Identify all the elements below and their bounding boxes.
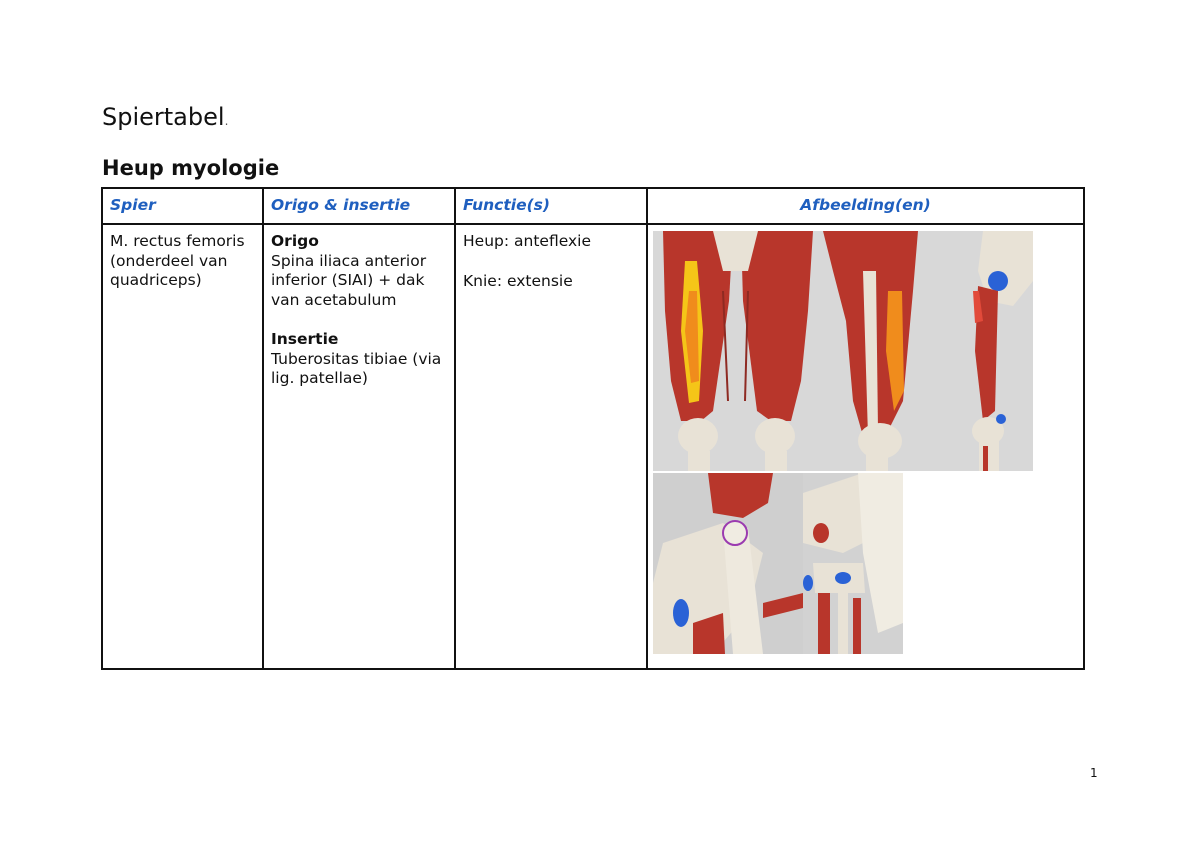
page-number: 1 bbox=[1090, 766, 1098, 780]
cell-afbeeldingen bbox=[647, 224, 1084, 669]
origo-label: Origo bbox=[271, 232, 319, 250]
anatomy-image-hip-closeup bbox=[653, 473, 803, 654]
table-row bbox=[102, 224, 1084, 669]
header-spier: Spier bbox=[102, 188, 263, 224]
origo-text: Spina iliaca anterior inferior (SIAI) + dak van acetabulum bbox=[271, 251, 427, 309]
anatomy-image-anterior-thigh bbox=[653, 231, 818, 471]
header-functies: Functie(s) bbox=[455, 188, 647, 224]
insertie-text: Tuberositas tibiae (via lig. patellae) bbox=[271, 349, 442, 387]
muscle-table bbox=[101, 187, 1085, 670]
cell-spier bbox=[102, 224, 263, 669]
insertie-label: Insertie bbox=[271, 330, 339, 348]
header-afbeeldingen: Afbeelding(en) bbox=[647, 188, 1084, 224]
page-title: Spiertabel. bbox=[102, 103, 229, 131]
muscle-name: M. rectus femoris (onderdeel van quadriceps) bbox=[110, 232, 245, 289]
anatomy-image-lateral-thigh bbox=[818, 231, 943, 471]
header-origo-insertie: Origo & insertie bbox=[263, 188, 455, 224]
table-header-row bbox=[102, 188, 1084, 224]
functie-knie: Knie: extensie bbox=[463, 271, 573, 290]
cell-origo-insertie bbox=[263, 224, 455, 669]
anatomy-image-pelvis-femur bbox=[943, 231, 1033, 471]
anatomy-image-knee-closeup bbox=[803, 473, 903, 654]
functie-heup: Heup: anteflexie bbox=[463, 232, 591, 250]
section-heading: Heup myologie bbox=[102, 156, 280, 180]
cell-functies bbox=[455, 224, 647, 669]
anatomy-images bbox=[653, 231, 1083, 656]
